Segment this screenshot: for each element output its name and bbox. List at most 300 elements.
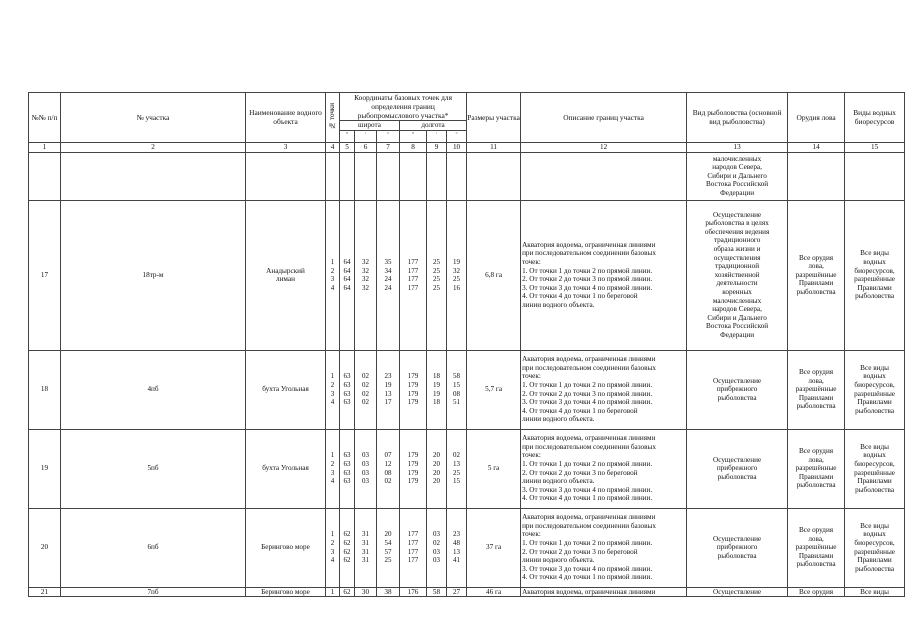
text-line: разрешённые bbox=[795, 543, 837, 552]
row-lon-min bbox=[427, 350, 447, 429]
text-line: 31 bbox=[362, 556, 369, 565]
text-line: Федерации bbox=[720, 330, 755, 339]
text-line: 19 bbox=[433, 389, 440, 398]
text-line: биоресурсов, bbox=[854, 266, 895, 275]
text-line: 63 bbox=[343, 372, 351, 381]
text-line: 64 bbox=[343, 257, 351, 266]
text-line: 25 bbox=[433, 275, 440, 284]
text-line: 20 bbox=[433, 477, 440, 486]
text-line: народов Севера, bbox=[712, 163, 762, 172]
text-line: прибрежного bbox=[716, 464, 758, 473]
text-line: 25 bbox=[433, 283, 440, 292]
row-lon-sec bbox=[447, 200, 467, 350]
text-line: 3 bbox=[330, 547, 335, 556]
row-lat-sec bbox=[377, 350, 400, 429]
text-line: Осуществление bbox=[713, 534, 762, 543]
header-gear: Орудия лова bbox=[788, 93, 845, 143]
row-size: 6,8 га bbox=[467, 200, 521, 350]
text-line: 179 bbox=[407, 460, 419, 468]
text-line: 02 bbox=[362, 381, 369, 389]
col-number: 2 bbox=[61, 142, 246, 152]
text-line: 179 bbox=[407, 451, 419, 460]
header-no: №№ п/п bbox=[29, 93, 61, 143]
text-line: 20 bbox=[384, 530, 392, 539]
text-line: Все орудия bbox=[799, 526, 834, 535]
text-line: 32 bbox=[362, 283, 369, 292]
continuation-fishing-type bbox=[687, 152, 788, 200]
text-line: 4 bbox=[330, 283, 335, 292]
text-line: 25 bbox=[433, 257, 440, 266]
header-size: Размеры участка bbox=[467, 93, 521, 143]
row-fishing-type bbox=[687, 200, 788, 350]
text-line: Правилами bbox=[798, 472, 834, 481]
row-no: 21 bbox=[29, 587, 61, 597]
row-lon-deg bbox=[400, 429, 427, 508]
text-line: 32 bbox=[362, 266, 369, 275]
text-line: 1. От точки 1 до точки 2 по прямой линии. bbox=[522, 460, 653, 468]
row-lon-sec: 27 bbox=[447, 587, 467, 597]
text-line: 179 bbox=[407, 477, 419, 486]
row-fishing-type: Осуществление bbox=[687, 587, 788, 597]
text-line: 23 bbox=[384, 372, 392, 381]
header-lat-min: ' bbox=[355, 130, 377, 142]
header-species: Виды водных биоресурсов bbox=[845, 93, 905, 143]
text-line: рыболовства bbox=[717, 393, 757, 402]
text-line: лова, bbox=[808, 262, 824, 271]
row-description: Акватория водоема, ограниченная линиями bbox=[521, 587, 687, 597]
row-size: 5 га bbox=[467, 429, 521, 508]
text-line: 177 bbox=[407, 283, 419, 292]
text-line: 177 bbox=[407, 257, 419, 266]
text-line: 1 bbox=[330, 451, 335, 460]
text-line: 3. От точки 3 до точки 4 по прямой линии. bbox=[522, 485, 653, 494]
header-coords: Координаты базовых точек для определения границ рыбопромыслового участка* bbox=[340, 93, 467, 121]
col-number: 8 bbox=[400, 142, 427, 152]
text-line: Осуществление bbox=[713, 455, 762, 464]
text-line: Все виды bbox=[860, 521, 889, 530]
text-line: 62 bbox=[343, 530, 351, 539]
row-species bbox=[845, 350, 905, 429]
row-water-body bbox=[246, 429, 326, 508]
row-lat-min bbox=[355, 508, 377, 587]
row-lat-min bbox=[355, 350, 377, 429]
text-line: Правилами bbox=[798, 279, 834, 288]
text-line: 03 bbox=[362, 460, 369, 468]
text-line: народов Севера, bbox=[712, 305, 762, 314]
text-line: 2. От точки 2 до точки 3 по береговой bbox=[522, 468, 638, 477]
text-line: 3 bbox=[330, 468, 335, 477]
text-line: деятельности bbox=[716, 279, 758, 288]
text-line: 2 bbox=[330, 381, 335, 389]
text-line: 41 bbox=[453, 556, 461, 565]
text-line: 35 bbox=[384, 257, 392, 266]
header-fishing-type: Вид рыболовства (основной вид рыболовства) bbox=[687, 93, 788, 143]
column-number-row bbox=[29, 142, 905, 152]
row-lat-min: 30 bbox=[355, 587, 377, 597]
text-line: 02 bbox=[362, 389, 369, 398]
text-line: 08 bbox=[453, 389, 461, 398]
text-line: 18 bbox=[433, 398, 440, 407]
text-line: 3. От точки 3 до точки 4 по прямой линии. bbox=[522, 283, 653, 292]
text-line: 4. От точки 4 до точки 1 по береговой bbox=[522, 292, 638, 301]
row-species: Все виды bbox=[845, 587, 905, 597]
text-line: водных bbox=[863, 372, 886, 381]
text-line: Акватория водоема, ограниченная линиями bbox=[522, 513, 656, 522]
text-line: 4. От точки 4 до точки 1 по прямой линии. bbox=[522, 494, 653, 503]
text-line: Правилами bbox=[798, 393, 834, 402]
table-row bbox=[29, 508, 905, 587]
header-water-body: Наименование водного объекта bbox=[246, 93, 326, 143]
text-line: 19 bbox=[453, 257, 461, 266]
row-points bbox=[326, 429, 340, 508]
text-line: 3. От точки 3 до точки 4 по прямой линии. bbox=[522, 398, 653, 407]
text-line: разрешённые bbox=[854, 547, 895, 556]
text-line: рыболовства bbox=[717, 551, 757, 560]
text-line: 3. От точки 3 до точки 4 по прямой линии. bbox=[522, 564, 653, 573]
text-line: 25 bbox=[453, 275, 461, 284]
text-line: 4. От точки 4 до точки 1 по прямой линии. bbox=[522, 573, 653, 582]
text-line: Федерации bbox=[720, 188, 755, 197]
text-line: 16 bbox=[453, 283, 461, 292]
text-line: 3 bbox=[330, 389, 335, 398]
row-lat-min bbox=[355, 429, 377, 508]
row-water-body bbox=[246, 200, 326, 350]
row-gear bbox=[788, 429, 845, 508]
text-line: малочисленных bbox=[712, 296, 762, 305]
text-line: Акватория водоема, ограниченная линиями bbox=[522, 355, 656, 364]
text-line: биоресурсов, bbox=[854, 460, 895, 468]
row-lat-deg bbox=[340, 508, 355, 587]
text-line: 62 bbox=[343, 547, 351, 556]
row-gear bbox=[788, 200, 845, 350]
text-line: разрешённые bbox=[854, 389, 895, 398]
text-line: осуществления bbox=[713, 253, 761, 262]
text-line: рыболовства bbox=[855, 485, 895, 494]
text-line: обеспечения ведения bbox=[704, 227, 770, 236]
text-line: Сибири и Дальнего bbox=[707, 171, 767, 180]
text-line: 1. От точки 1 до точки 2 по прямой линии. bbox=[522, 266, 653, 275]
row-lon-sec bbox=[447, 429, 467, 508]
row-water-body bbox=[246, 350, 326, 429]
text-line: рыболовства bbox=[796, 287, 836, 296]
header-description: Описание границ участка bbox=[521, 93, 687, 143]
text-line: 15 bbox=[453, 477, 461, 486]
row-lon-deg bbox=[400, 200, 427, 350]
document-table-container bbox=[28, 92, 905, 597]
row-size: 37 га bbox=[467, 508, 521, 587]
col-number: 11 bbox=[467, 142, 521, 152]
text-line: Анадырский bbox=[266, 266, 305, 275]
text-line: 4 bbox=[330, 477, 335, 486]
text-line: 03 bbox=[362, 468, 369, 477]
text-line: водных bbox=[863, 451, 886, 460]
row-section: 7пб bbox=[61, 587, 246, 597]
text-line: 1. От точки 1 до точки 2 по прямой линии. bbox=[522, 539, 653, 547]
text-line: Правилами bbox=[857, 556, 892, 565]
text-line: при последовательном соединении базовых bbox=[522, 521, 656, 530]
text-line: точек: bbox=[522, 257, 541, 266]
text-line: лиман bbox=[276, 275, 295, 284]
text-line: 64 bbox=[343, 275, 351, 284]
col-number: 14 bbox=[788, 142, 845, 152]
row-points bbox=[326, 350, 340, 429]
row-lon-sec bbox=[447, 508, 467, 587]
row-lon-min bbox=[427, 200, 447, 350]
text-line: 24 bbox=[384, 283, 392, 292]
text-line: 2 bbox=[330, 460, 335, 468]
text-line: 20 bbox=[433, 460, 440, 468]
text-line: лова, bbox=[808, 534, 824, 543]
col-number: 5 bbox=[340, 142, 355, 152]
row-lon-deg bbox=[400, 350, 427, 429]
text-line: бухта Угольная bbox=[262, 464, 309, 473]
text-line: Все виды bbox=[860, 363, 889, 372]
text-line: 3 bbox=[330, 275, 335, 284]
text-line: Все виды bbox=[860, 249, 889, 258]
text-line: малочисленных bbox=[712, 154, 762, 163]
row-species bbox=[845, 429, 905, 508]
row-lat-deg bbox=[340, 350, 355, 429]
text-line: 18 bbox=[433, 372, 440, 381]
text-line: 179 bbox=[407, 381, 419, 389]
row-no: 19 bbox=[29, 429, 61, 508]
row-point: 1 bbox=[326, 587, 340, 597]
text-line: лова, bbox=[808, 376, 824, 385]
header-lat-sec: " bbox=[377, 130, 400, 142]
text-line: 03 bbox=[433, 556, 440, 565]
row-water-body: Берингово море bbox=[246, 587, 326, 597]
text-line: 20 bbox=[433, 468, 440, 477]
row-fishing-type bbox=[687, 429, 788, 508]
col-number: 10 bbox=[447, 142, 467, 152]
text-line: 12 bbox=[384, 460, 392, 468]
text-line: 63 bbox=[343, 381, 351, 389]
header-point-no-text: № точки bbox=[328, 102, 336, 130]
text-line: биоресурсов, bbox=[854, 381, 895, 389]
text-line: 24 bbox=[384, 275, 392, 284]
row-lon-deg: 176 bbox=[400, 587, 427, 597]
text-line: 03 bbox=[433, 530, 440, 539]
fishing-areas-table bbox=[28, 92, 905, 597]
text-line: 19 bbox=[384, 381, 392, 389]
text-line: 32 bbox=[362, 257, 369, 266]
text-line: 1 bbox=[330, 372, 335, 381]
text-line: 2 bbox=[330, 539, 335, 547]
text-line: точек: bbox=[522, 451, 541, 460]
row-lon-min bbox=[427, 429, 447, 508]
row-description bbox=[521, 350, 687, 429]
text-line: 51 bbox=[453, 398, 461, 407]
text-line: 63 bbox=[343, 451, 351, 460]
col-number: 3 bbox=[246, 142, 326, 152]
text-line: 25 bbox=[433, 266, 440, 275]
row-water-body bbox=[246, 508, 326, 587]
col-number: 13 bbox=[687, 142, 788, 152]
text-line: Акватория водоема, ограниченная линиями bbox=[522, 240, 656, 249]
text-line: рыболовства bbox=[855, 292, 895, 301]
text-line: 13 bbox=[453, 460, 461, 468]
row-lat-deg bbox=[340, 429, 355, 508]
text-line: 62 bbox=[343, 539, 351, 547]
text-line: 02 bbox=[433, 539, 440, 547]
text-line: традиционной bbox=[715, 262, 760, 271]
text-line: 62 bbox=[343, 556, 351, 565]
text-line: разрешённые bbox=[854, 468, 895, 477]
text-line: разрешённые bbox=[795, 385, 837, 394]
row-lat-sec bbox=[377, 508, 400, 587]
text-line: 63 bbox=[343, 398, 351, 407]
row-section: 5пб bbox=[61, 429, 246, 508]
header-longitude: долгота bbox=[400, 121, 467, 131]
text-line: разрешённые bbox=[854, 275, 895, 284]
text-line: 2. От точки 2 до точки 3 по береговой bbox=[522, 547, 638, 556]
text-line: 179 bbox=[407, 389, 419, 398]
row-description bbox=[521, 508, 687, 587]
table-row bbox=[29, 350, 905, 429]
text-line: 08 bbox=[384, 468, 392, 477]
row-species bbox=[845, 508, 905, 587]
text-line: линии водного объекта. bbox=[522, 477, 595, 486]
row-lat-deg: 62 bbox=[340, 587, 355, 597]
text-line: коренных bbox=[722, 287, 752, 296]
text-line: Все орудия bbox=[799, 253, 834, 262]
text-line: 63 bbox=[343, 389, 351, 398]
col-number: 1 bbox=[29, 142, 61, 152]
text-line: точек: bbox=[522, 372, 541, 381]
text-line: 177 bbox=[407, 530, 419, 539]
col-number: 4 bbox=[326, 142, 340, 152]
row-gear: Все орудия bbox=[788, 587, 845, 597]
text-line: 34 bbox=[384, 266, 392, 275]
text-line: 23 bbox=[453, 530, 461, 539]
text-line: традиционного bbox=[713, 236, 761, 245]
text-line: 64 bbox=[343, 266, 351, 275]
text-line: водных bbox=[863, 257, 886, 266]
row-lat-sec bbox=[377, 429, 400, 508]
text-line: 02 bbox=[362, 398, 369, 407]
text-line: 179 bbox=[407, 372, 419, 381]
row-no: 18 bbox=[29, 350, 61, 429]
text-line: Правилами bbox=[857, 398, 892, 407]
text-line: образа жизни и bbox=[713, 245, 761, 254]
text-line: 58 bbox=[453, 372, 461, 381]
table-row bbox=[29, 587, 905, 597]
text-line: прибрежного bbox=[716, 385, 758, 394]
row-lat-deg bbox=[340, 200, 355, 350]
text-line: 13 bbox=[453, 547, 461, 556]
text-line: 07 bbox=[384, 451, 392, 460]
text-line: 31 bbox=[362, 530, 369, 539]
text-line: 15 bbox=[453, 381, 461, 389]
header-lon-deg: ° bbox=[400, 130, 427, 142]
text-line: 177 bbox=[407, 266, 419, 275]
text-line: при последовательном соединении базовых bbox=[522, 442, 656, 451]
text-line: Осуществление bbox=[713, 210, 762, 219]
header-lon-min: ' bbox=[427, 130, 447, 142]
text-line: 57 bbox=[384, 547, 392, 556]
text-line: рыболовства bbox=[855, 406, 895, 415]
text-line: 02 bbox=[384, 477, 392, 486]
text-line: 177 bbox=[407, 547, 419, 556]
table-row bbox=[29, 200, 905, 350]
header-lon-sec: " bbox=[447, 130, 467, 142]
text-line: при последовательном соединении базовых bbox=[522, 249, 656, 258]
text-line: рыболовства в целях bbox=[705, 219, 769, 228]
row-gear bbox=[788, 350, 845, 429]
text-line: 177 bbox=[407, 539, 419, 547]
text-line: линии водного объекта. bbox=[522, 300, 595, 309]
row-section: 18тр-м bbox=[61, 200, 246, 350]
text-line: Все виды bbox=[860, 442, 889, 451]
text-line: рыболовства bbox=[796, 402, 836, 411]
text-line: 63 bbox=[343, 468, 351, 477]
text-line: 20 bbox=[433, 451, 440, 460]
text-line: 31 bbox=[362, 539, 369, 547]
text-line: 02 bbox=[362, 372, 369, 381]
text-line: 177 bbox=[407, 275, 419, 284]
text-line: 25 bbox=[453, 468, 461, 477]
row-fishing-type bbox=[687, 508, 788, 587]
col-number: 7 bbox=[377, 142, 400, 152]
col-number: 9 bbox=[427, 142, 447, 152]
table-row bbox=[29, 429, 905, 508]
row-section: 4пб bbox=[61, 350, 246, 429]
text-line: Акватория водоема, ограниченная линиями bbox=[522, 434, 656, 443]
text-line: 4 bbox=[330, 556, 335, 565]
row-no: 17 bbox=[29, 200, 61, 350]
row-lat-sec bbox=[377, 200, 400, 350]
text-line: рыболовства bbox=[796, 481, 836, 490]
row-fishing-type bbox=[687, 350, 788, 429]
text-line: рыболовства bbox=[855, 564, 895, 573]
col-number: 12 bbox=[521, 142, 687, 152]
text-line: 32 bbox=[453, 266, 461, 275]
text-line: 2. От точки 2 до точки 3 по прямой линии. bbox=[522, 275, 653, 284]
row-lat-sec: 38 bbox=[377, 587, 400, 597]
text-line: 03 bbox=[362, 477, 369, 486]
text-line: разрешённые bbox=[795, 270, 837, 279]
row-lon-min bbox=[427, 508, 447, 587]
text-line: Сибири и Дальнего bbox=[707, 313, 767, 322]
text-line: 25 bbox=[384, 556, 392, 565]
text-line: рыболовства bbox=[717, 472, 757, 481]
text-line: Востока Российской bbox=[705, 322, 769, 331]
text-line: линии водного объекта. bbox=[522, 556, 595, 565]
text-line: 2. От точки 2 до точки 3 по прямой линии. bbox=[522, 389, 653, 398]
continuation-row bbox=[29, 152, 905, 200]
text-line: 179 bbox=[407, 468, 419, 477]
col-number: 6 bbox=[355, 142, 377, 152]
row-lon-deg bbox=[400, 508, 427, 587]
text-line: 19 bbox=[433, 381, 440, 389]
text-line: 31 bbox=[362, 547, 369, 556]
row-description bbox=[521, 200, 687, 350]
text-line: биоресурсов, bbox=[854, 539, 895, 547]
row-points bbox=[326, 200, 340, 350]
text-line: 54 bbox=[384, 539, 392, 547]
text-line: точек: bbox=[522, 530, 541, 539]
text-line: 4. От точки 4 до точки 1 по береговой bbox=[522, 406, 638, 415]
text-line: 48 bbox=[453, 539, 461, 547]
text-line: хозяйственной bbox=[714, 270, 760, 279]
text-line: прибрежного bbox=[716, 543, 758, 552]
text-line: Все орудия bbox=[799, 368, 834, 377]
text-line: бухта Угольная bbox=[262, 385, 309, 394]
row-description bbox=[521, 429, 687, 508]
row-lat-min bbox=[355, 200, 377, 350]
row-no: 20 bbox=[29, 508, 61, 587]
row-species bbox=[845, 200, 905, 350]
